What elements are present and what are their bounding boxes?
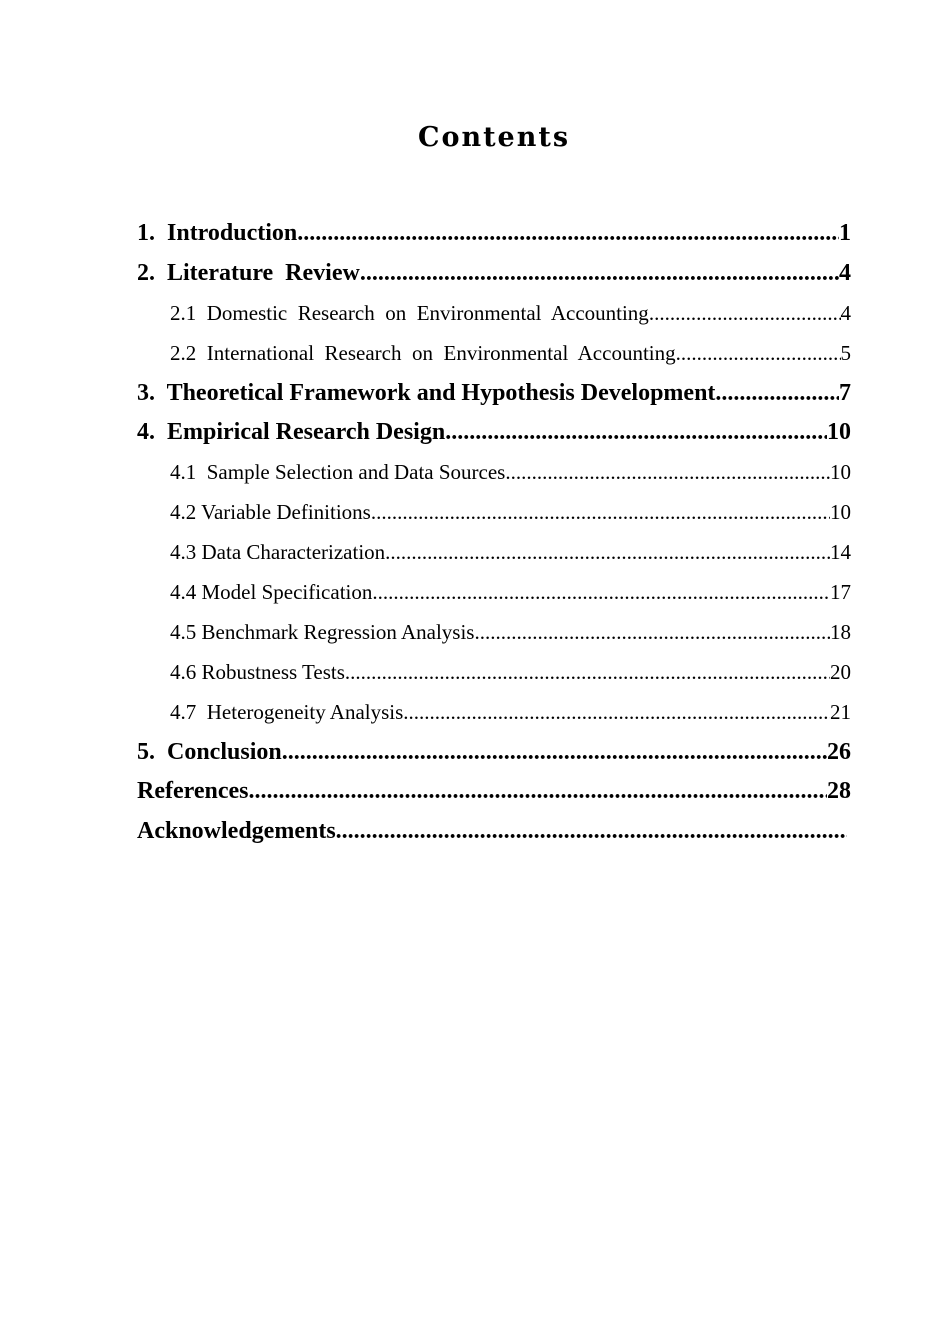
toc-page-number: 20 <box>830 659 851 684</box>
toc-dot-leader <box>385 533 830 573</box>
toc-page-number: 18 <box>830 619 851 644</box>
toc-entry-label: 4.4 Model Specification <box>170 580 373 605</box>
toc-page-number: 5 <box>840 340 851 365</box>
toc-section-entry[interactable] <box>137 812 851 852</box>
toc-page-number: 4 <box>840 300 851 325</box>
toc-dot-leader <box>360 254 839 294</box>
toc-page-number: 7 <box>839 379 851 406</box>
toc-section-entry[interactable] <box>137 733 851 773</box>
toc-entry-label: 4.1 Sample Selection and Data Sources <box>170 460 506 485</box>
toc-page-number: 10 <box>827 419 851 446</box>
toc-entry-label: 2.2 International Research on Environmental Accounting <box>170 340 676 365</box>
toc-entry-label: 4.6 Robustness Tests <box>170 659 345 684</box>
toc-dot-leader <box>474 613 830 653</box>
toc-entry-label: 5. Conclusion <box>137 738 282 765</box>
toc-page-number: 4 <box>839 259 851 286</box>
toc-entry-label: 4. Empirical Research Design <box>137 419 446 446</box>
toc-page-number: 1 <box>839 220 851 246</box>
toc-entry-label: 2. Literature Review <box>137 259 360 286</box>
toc-dot-leader <box>282 733 827 773</box>
toc-dot-leader <box>445 413 827 453</box>
toc-subsection-entry[interactable] <box>137 493 851 533</box>
toc-page-number: 10 <box>830 460 851 485</box>
toc-page-number: 14 <box>830 540 851 565</box>
toc-dot-leader <box>371 493 830 533</box>
toc-dot-leader <box>372 573 830 613</box>
toc-dot-leader <box>676 334 841 374</box>
toc-entry-label: 4.5 Benchmark Regression Analysis <box>170 619 475 644</box>
toc-subsection-entry[interactable] <box>137 693 851 733</box>
toc-subsection-entry[interactable] <box>137 533 851 573</box>
toc-section-entry[interactable] <box>137 214 851 254</box>
toc-subsection-entry[interactable] <box>137 294 851 334</box>
toc-dot-leader <box>403 693 830 733</box>
toc-section-entry[interactable] <box>137 374 851 414</box>
toc-page-number: 26 <box>827 738 851 765</box>
toc-page-number: 17 <box>830 580 851 605</box>
toc-dot-leader <box>505 453 830 493</box>
toc-dot-leader <box>649 294 841 334</box>
toc-entry-label: 3. Theoretical Framework and Hypothesis Development <box>137 379 716 406</box>
toc-entry-label: 4.2 Variable Definitions <box>170 500 371 525</box>
toc-entry-label: Acknowledgements <box>137 818 336 845</box>
toc-page-number: 28 <box>827 778 851 805</box>
toc-page-number: 10 <box>830 500 851 525</box>
page-title: Contents <box>417 122 571 153</box>
toc-entry-label: 4.7 Heterogeneity Analysis <box>170 699 404 724</box>
toc-dot-leader <box>345 653 830 693</box>
toc-subsection-entry[interactable] <box>137 613 851 653</box>
toc-page-number: 21 <box>830 699 851 724</box>
toc-dot-leader <box>297 214 839 254</box>
toc-entry-label: 1. Introduction <box>137 220 298 246</box>
toc-dot-leader <box>336 812 847 852</box>
toc-subsection-entry[interactable] <box>137 573 851 613</box>
table-of-contents <box>137 214 851 852</box>
toc-section-entry[interactable] <box>137 413 851 453</box>
toc-section-entry[interactable] <box>137 772 851 812</box>
toc-entry-label: References <box>137 778 249 805</box>
toc-entry-label: 2.1 Domestic Research on Environmental Accounting <box>170 300 649 325</box>
toc-subsection-entry[interactable] <box>137 653 851 693</box>
toc-subsection-entry[interactable] <box>137 334 851 374</box>
toc-subsection-entry[interactable] <box>137 453 851 493</box>
toc-entry-label: 4.3 Data Characterization <box>170 540 386 565</box>
toc-section-entry[interactable] <box>137 254 851 294</box>
toc-dot-leader <box>715 374 839 414</box>
toc-dot-leader <box>249 772 828 812</box>
